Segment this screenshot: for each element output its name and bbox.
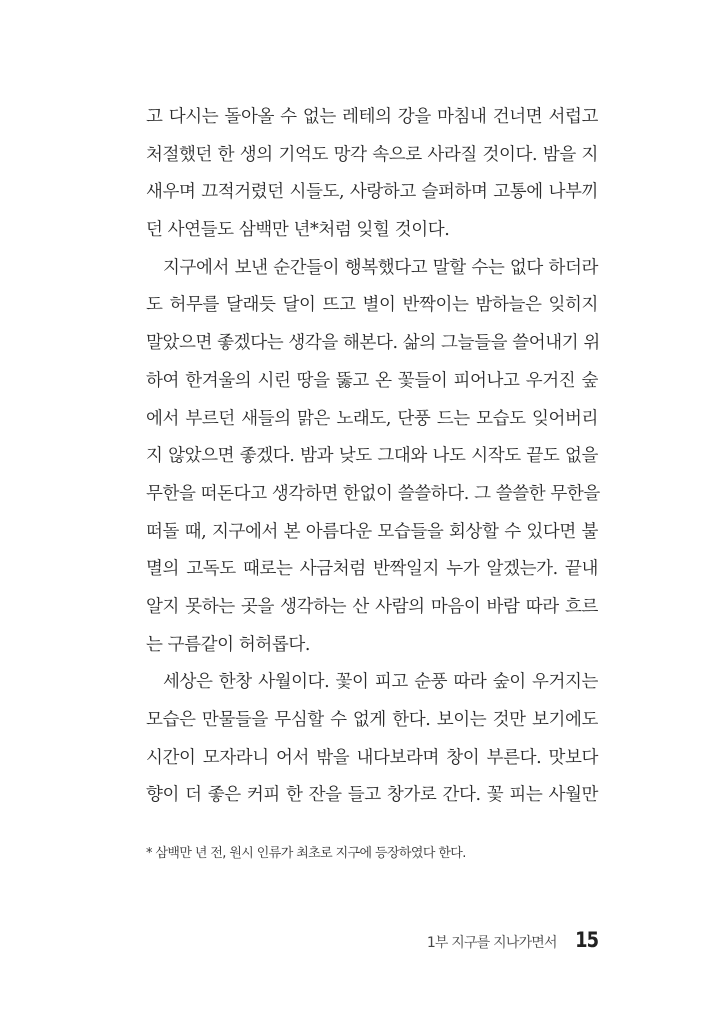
body-line-3: 새우며 끄적거렸던 시들도, 사랑하고 슬퍼하며 고통에 나부끼 [146, 182, 598, 203]
body-line-15: 는 구름같이 허허롭다. [146, 634, 311, 655]
body-line-6: 도 허무를 달래듯 달이 뜨고 별이 반짝이는 밤하늘은 잊히지 [146, 295, 598, 316]
body-line-8: 하여 한겨울의 시린 땅을 뚫고 온 꽃들이 피어나고 우거진 숲 [146, 370, 598, 391]
body-line-9: 에서 부르던 새들의 맑은 노래도, 단풍 드는 모습도 잊어버리 [146, 408, 598, 429]
body-line-5: 지구에서 보낸 순간들이 행복했다고 말할 수는 없다 하더라 [163, 257, 598, 278]
running-footer [427, 928, 598, 952]
body-line-13: 멸의 고독도 때로는 사금처럼 반짝일지 누가 알겠는가. 끝내 [146, 559, 598, 580]
body-line-18: 시간이 모자라니 어서 밖을 내다보라며 창이 부른다. 맛보다 [146, 747, 598, 768]
body-line-16: 세상은 한창 사월이다. 꽃이 피고 순풍 따라 숲이 우거지는 [163, 672, 598, 693]
body-line-10: 지 않았으면 좋겠다. 밤과 낮도 그대와 나도 시작도 끝도 없을 [146, 446, 598, 467]
running-title: 1부 지구를 지나가면서 [426, 935, 557, 951]
body-line-14: 알지 못하는 곳을 생각하는 산 사람의 마음이 바람 따라 흐르 [146, 596, 598, 617]
body-line-1: 고 다시는 돌아올 수 없는 레테의 강을 마침내 건너면 서럽고 [146, 107, 598, 127]
page-number: 15 [574, 928, 598, 952]
body-line-11: 무한을 떠돈다고 생각하면 한없이 쓸쓸하다. 그 쓸쓸한 무한을 [146, 483, 600, 504]
body-line-12: 떠돌 때, 지구에서 본 아름다운 모습들을 회상할 수 있다면 불 [146, 521, 598, 542]
body-line-19: 향이 더 좋은 커피 한 잔을 들고 창가로 간다. 꽃 피는 사월만 [146, 785, 598, 806]
body-line-17: 모습은 만물들을 무심할 수 없게 한다. 보이는 것만 보기에도 [146, 710, 598, 730]
body-line-2: 처절했던 한 생의 기억도 망각 속으로 사라질 것이다. 밤을 지 [146, 144, 598, 165]
body-line-4: 던 사연들도 삼백만 년*처럼 잊힐 것이다. [146, 220, 450, 241]
footnote: * 삼백만 년 전, 원시 인류가 최초로 지구에 등장하였다 한다. [146, 846, 466, 861]
body-text [146, 99, 598, 815]
body-line-7: 말았으면 좋겠다는 생각을 해본다. 삶의 그늘들을 쓸어내기 위 [146, 333, 600, 354]
